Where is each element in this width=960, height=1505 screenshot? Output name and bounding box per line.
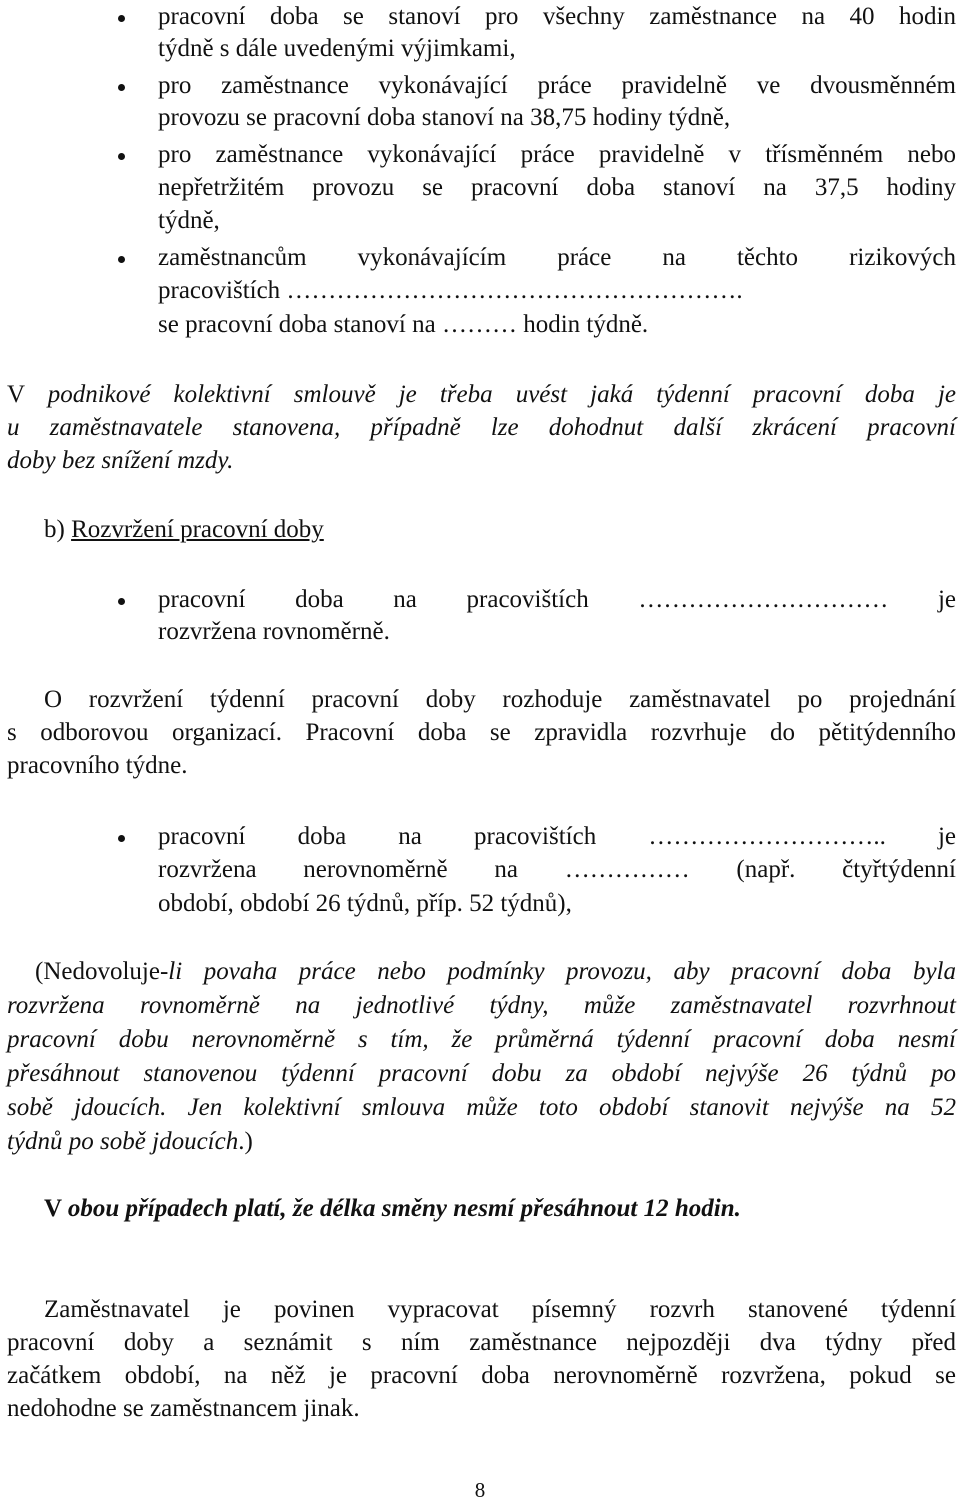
list-item-line: týdně, — [158, 207, 220, 234]
list-item — [158, 140, 956, 236]
paragraph-collective-agreement — [7, 380, 956, 476]
paragraph-note — [7, 957, 956, 1157]
paragraph-shift-limit — [44, 1194, 944, 1224]
paragraph-line: s odborovou organizací. Pracovní doba se zpravidla rozvrhuje do pětitýdenního — [7, 719, 956, 746]
paragraph-lead: V — [7, 381, 25, 408]
paragraph-line: O rozvržení týdenní pracovní doby rozhoduje zaměstnavatel po projednání — [44, 686, 956, 713]
paragraph-text: týdnů po sobě jdoucích — [7, 1128, 239, 1155]
paragraph-line: začátkem období, na něž je pracovní doba nerovnoměrně rozvržena, pokud se — [7, 1362, 956, 1389]
paragraph-line: přesáhnout stanovenou týdenní pracovní dobu za období nejvýše 26 týdnů po — [7, 1060, 956, 1087]
paragraph-text: li povaha práce nebo podmínky provozu, aby pracovní doba byla — [168, 958, 956, 985]
list-item-line: pracovní doba na pracovištích ………………………… je — [158, 586, 956, 613]
page-number: 8 — [474, 1478, 486, 1502]
paragraph-line: sobě jdoucích. Jen kolektivní smlouva může toto období stanovit nejvýše na 52 — [7, 1094, 956, 1121]
list-item-line: období, období 26 týdnů, příp. 52 týdnů), — [158, 890, 572, 917]
list-item — [158, 2, 956, 64]
bullet-icon — [118, 835, 125, 842]
section-title: Rozvržení pracovní doby — [71, 516, 324, 543]
bullet-icon — [118, 84, 125, 91]
list-item-line: rozvržena nerovnoměrně na …………… (např. čtyřtýdenní — [158, 856, 956, 883]
paragraph-line: doby bez snížení mzdy. — [7, 447, 234, 474]
paragraph-text: obou případech platí, že délka směny nesmí přesáhnout 12 hodin. — [67, 1195, 741, 1222]
paragraph-scheduling — [7, 685, 956, 781]
list-item — [158, 822, 956, 918]
list-item — [158, 71, 956, 133]
list-item-line: provozu se pracovní doba stanoví na 38,75 hodiny týdně, — [158, 104, 731, 131]
paragraph-line — [7, 380, 956, 410]
paragraph-line — [7, 1127, 956, 1157]
list-item-line: zaměstnancům vykonávajícím práce na těchto rizikových — [158, 244, 956, 271]
list-item — [158, 243, 956, 339]
bullet-icon — [118, 15, 125, 22]
paragraph-line: nedohodne se zaměstnancem jinak. — [7, 1395, 360, 1422]
list-item-line: rozvržena rovnoměrně. — [158, 618, 390, 645]
paragraph-text: podnikové kolektivní smlouvě je třeba uvést jaká týdenní pracovní doba je — [47, 381, 956, 408]
list-item — [158, 585, 956, 647]
paragraph-line — [7, 957, 956, 987]
paragraph-open: (Nedovoluje- — [35, 958, 169, 985]
list-item-line: pracovištích ………………………………………………. — [158, 277, 743, 304]
paragraph-line: pracovní doby a seznámit s ním zaměstnance nejpozději dva týdny před — [7, 1329, 956, 1356]
paragraph-close: .) — [238, 1128, 253, 1155]
bullet-icon — [118, 598, 125, 605]
paragraph-line: pracovní dobu nerovnoměrně s tím, že průměrná týdenní pracovní doba nesmí — [7, 1026, 956, 1053]
list-item-line: týdně s dále uvedenými výjimkami, — [158, 35, 516, 62]
list-item-line: nepřetržitém provozu se pracovní doba stanoví na 37,5 hodiny — [158, 174, 956, 201]
list-item-line: pro zaměstnance vykonávající práce pravidelně ve dvousměnném — [158, 72, 956, 99]
paragraph-lead: V — [44, 1195, 62, 1222]
section-letter: b) — [44, 516, 65, 543]
paragraph-line: u zaměstnavatele stanovena, případně lze dohodnut další zkrácení pracovní — [7, 414, 956, 441]
bullet-icon — [118, 256, 125, 263]
paragraph-employer — [7, 1295, 956, 1425]
list-item-line: pracovní doba se stanoví pro všechny zaměstnance na 40 hodin — [158, 3, 956, 30]
paragraph-line: rozvržena rovnoměrně na jednotlivé týdny, může zaměstnavatel rozvrhnout — [7, 992, 956, 1019]
section-heading — [44, 515, 644, 545]
bullet-icon — [118, 153, 125, 160]
list-item-line: pro zaměstnance vykonávající práce pravidelně v třísměnném nebo — [158, 141, 956, 168]
list-item-line: pracovní doba na pracovištích ……………………….. je — [158, 823, 956, 850]
paragraph-line: pracovního týdne. — [7, 752, 188, 779]
list-item-line: se pracovní doba stanoví na ……… hodin týdně. — [158, 311, 649, 338]
paragraph-line: Zaměstnavatel je povinen vypracovat písemný rozvrh stanovené týdenní — [44, 1296, 956, 1323]
